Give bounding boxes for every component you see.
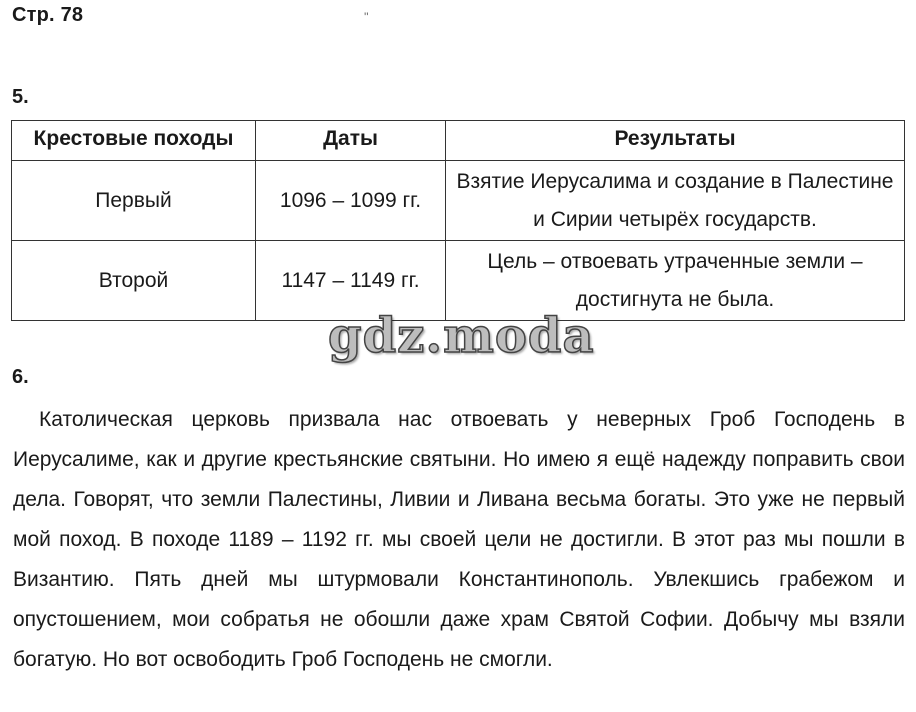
crusade-dates-cell: 1096 – 1099 гг.: [256, 161, 446, 241]
crusade-name-cell: Первый: [12, 161, 256, 241]
header-dates: Даты: [256, 121, 446, 161]
page-number-label: Стр. 78: [12, 4, 84, 26]
task-5-number: 5.: [12, 86, 29, 108]
table-header-row: [12, 121, 905, 161]
header-crusades: Крестовые походы: [12, 121, 256, 161]
task-6-number: 6.: [12, 366, 29, 388]
stray-mark: '': [364, 10, 369, 24]
crusades-table: [11, 120, 905, 321]
table-row: [12, 161, 905, 241]
crusade-dates-cell: 1147 – 1149 гг.: [256, 241, 446, 321]
crusade-result-cell: Цель – отвоевать утраченные земли – достигнута не была.: [446, 241, 905, 321]
crusade-result-cell: Взятие Иерусалима и создание в Палестине и Сирии четырёх государств.: [446, 161, 905, 241]
task-6-answer-text: Католическая церковь призвала нас отвоевать у неверных Гроб Господень в Иерусалиме, как и другие крестьянские святыни. Но имею я ещё надежду поправить свои дела. Говорят, что земли Палестины, Ливии и Ливана весьма богаты. Это уже не первый мой поход. В походе 1189 – 1192 гг. мы своей цели не достигли. В этот раз мы пошли в Византию. Пять дней мы штурмовали Константинополь. Увлекшись грабежом и опустошением, мои собратья не обошли даже храм Святой Софии. Добычу мы взяли богатую. Но вот освободить Гроб Господень не смогли.: [13, 408, 905, 671]
header-results: Результаты: [446, 121, 905, 161]
crusade-name-cell: Второй: [12, 241, 256, 321]
site-watermark: gdz.moda: [328, 308, 595, 364]
